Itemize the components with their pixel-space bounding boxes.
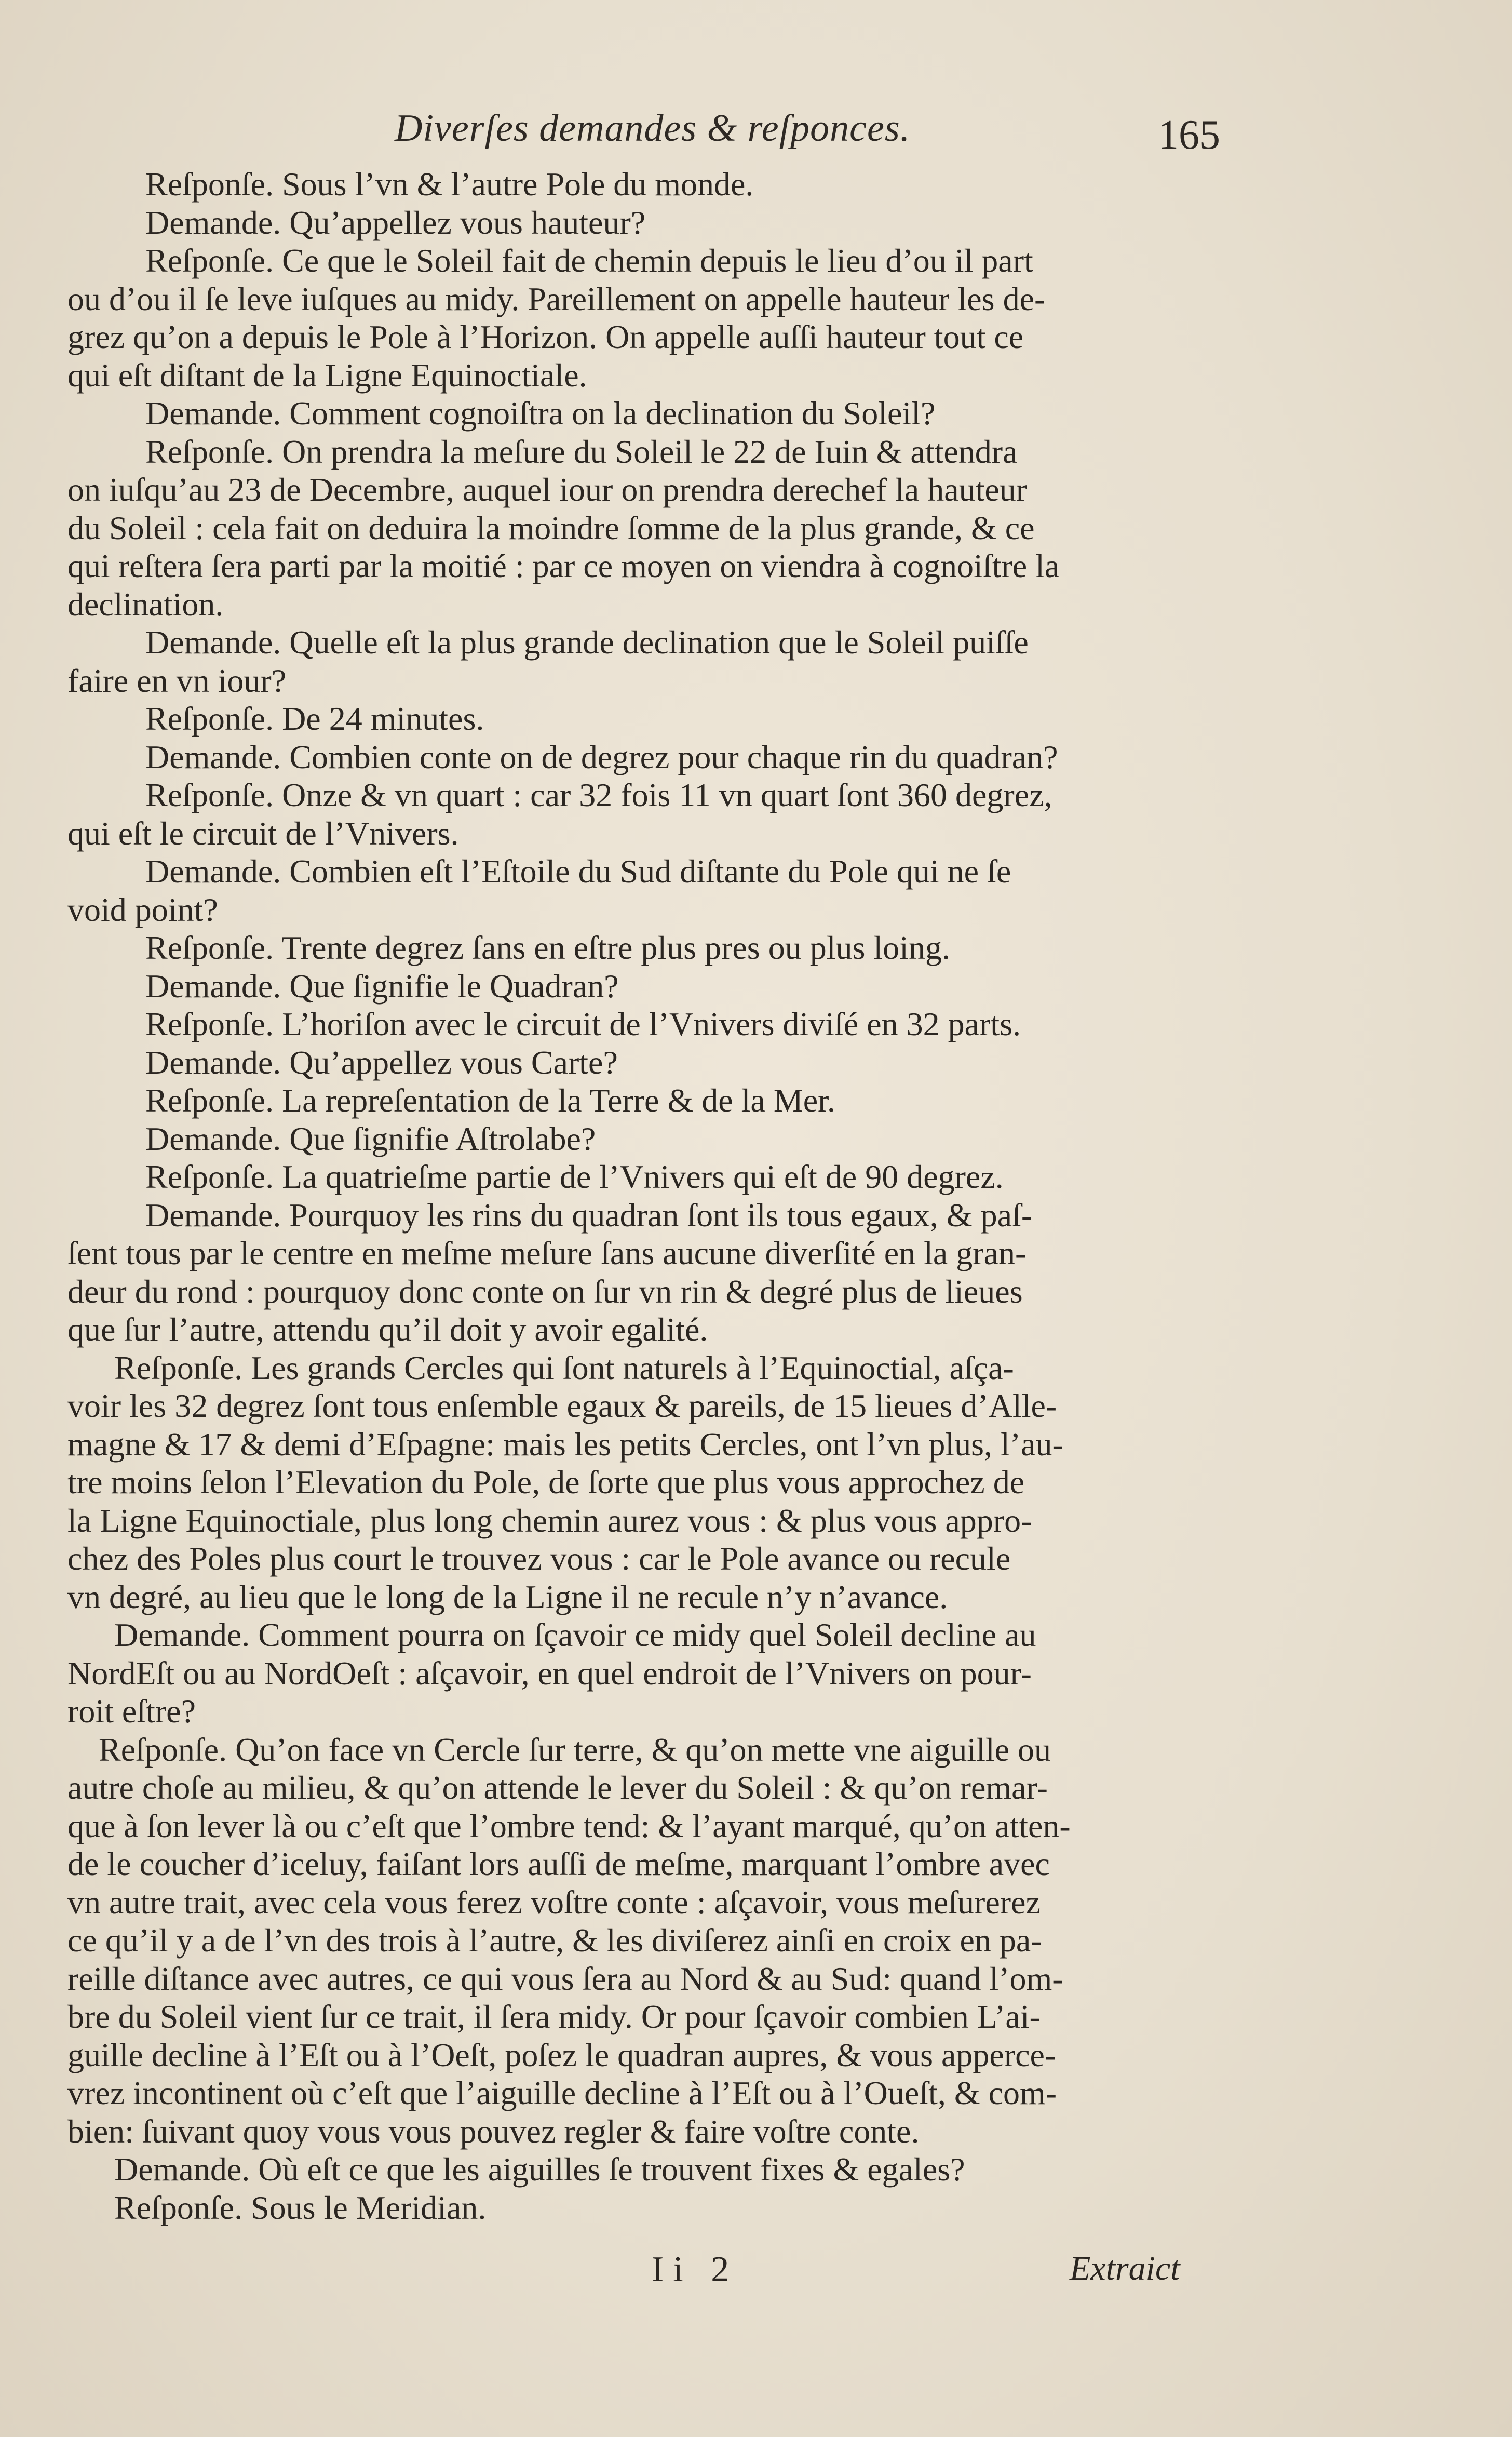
text-line: tre moins ſelon l’Elevation du Pole, de ſorte que plus vous approchez de	[68, 1464, 1025, 1501]
text-line: NordEſt ou au NordOeſt : aſçavoir, en quel endroit de l’Vnivers on pour-	[68, 1654, 1032, 1692]
text-line: Reſponſe. La quatrieſme partie de l’Vnivers qui eſt de 90 degrez.	[145, 1158, 1004, 1195]
text-line: Demande. Combien eſt l’Eſtoile du Sud diſtante du Pole qui ne ſe	[145, 853, 1011, 890]
text-line: Demande. Comment cognoiſtra on la declination du Soleil?	[145, 395, 936, 432]
text-line: bre du Soleil vient ſur ce trait, il ſera midy. Or pour ſçavoir combien L’ai-	[68, 1998, 1041, 2035]
text-line: Reſponſe. Sous le Meridian.	[114, 2189, 487, 2226]
text-line: de le coucher d’iceluy, faiſant lors auſſi de meſme, marquant l’ombre avec	[68, 1845, 1050, 1882]
text-line: vn autre trait, avec cela vous ferez voſtre conte : aſçavoir, vous meſurerez	[68, 1883, 1041, 1921]
text-line: Demande. Que ſignifie le Quadran?	[145, 967, 619, 1005]
text-line: Demande. Comment pourra on ſçavoir ce midy quel Soleil decline au	[114, 1616, 1036, 1653]
text-line: ce qu’il y a de l’vn des trois à l’autre, & les diviſerez ainſi en croix en pa-	[68, 1922, 1042, 1959]
text-line: declination.	[68, 585, 224, 623]
text-line: Reſponſe. L’horiſon avec le circuit de l’Vnivers diviſé en 32 parts.	[145, 1006, 1021, 1042]
text-line: Demande. Quelle eſt la plus grande declination que le Soleil puiſſe	[145, 624, 1029, 661]
text-line: vn degré, au lieu que le long de la Ligne il ne recule n’y n’avance.	[68, 1578, 948, 1615]
text-line: faire en vn iour?	[68, 662, 287, 699]
signature-mark: Ii 2	[652, 2249, 739, 2289]
text-line: Reſponſe. On prendra la meſure du Soleil le 22 de Iuin & attendra	[145, 433, 1018, 470]
text-line: Reſponſe. Sous l’vn & l’autre Pole du monde.	[145, 166, 754, 203]
text-line: que à ſon lever là ou c’eſt que l’ombre tend: & l’ayant marqué, qu’on atten-	[68, 1807, 1071, 1844]
text-line: magne & 17 & demi d’Eſpagne: mais les petits Cercles, ont l’vn plus, l’au-	[68, 1425, 1063, 1463]
text-line: guille decline à l’Eſt ou à l’Oeſt, poſez le quadran aupres, & vous apperce-	[68, 2036, 1056, 2073]
text-line: reille diſtance avec autres, ce qui vous ſera au Nord & au Sud: quand l’om-	[68, 1960, 1063, 1997]
page-footer	[0, 2249, 1512, 2306]
text-line: vrez incontinent où c’eſt que l’aiguille decline à l’Eſt ou à l’Oueſt, & com-	[68, 2074, 1057, 2111]
text-line: grez qu’on a depuis le Pole à l’Horizon. On appelle auſſi hauteur tout ce	[68, 318, 1024, 355]
text-line: Reſponſe. Onze & vn quart : car 32 fois 11 vn quart ſont 360 degrez,	[145, 776, 1052, 813]
text-line: Reſponſe. La repreſentation de la Terre & de la Mer.	[145, 1082, 835, 1119]
text-line: la Ligne Equinoctiale, plus long chemin aurez vous : & plus vous appro-	[68, 1502, 1032, 1539]
text-line: ou d’ou il ſe leve iuſques au midy. Pareillement on appelle hauteur les de-	[68, 280, 1046, 317]
text-line: Demande. Où eſt ce que les aiguilles ſe trouvent fixes & egales?	[114, 2151, 965, 2188]
text-line: qui eſt le circuit de l’Vnivers.	[68, 814, 459, 852]
text-line: que ſur l’autre, attendu qu’il doit y avoir egalité.	[68, 1311, 708, 1348]
text-line: qui eſt diſtant de la Ligne Equinoctiale.	[68, 356, 587, 394]
text-line: Demande. Combien conte on de degrez pour chaque rin du quadran?	[145, 738, 1058, 775]
text-line: Demande. Que ſignifie Aſtrolabe?	[145, 1120, 596, 1157]
running-title: Diverſes demandes & reſponces.	[395, 107, 911, 150]
text-line: Demande. Pourquoy les rins du quadran ſont ils tous egaux, & paſ-	[145, 1196, 1033, 1234]
page-header	[0, 106, 1512, 164]
text-line: Reſponſe. Les grands Cercles qui ſont naturels à l’Equinoctial, aſça-	[114, 1349, 1014, 1386]
text-line: Reſponſe. Trente degrez ſans en eſtre plus pres ou plus loing.	[145, 929, 950, 966]
text-line: void point?	[68, 891, 218, 928]
text-line: Demande. Qu’appellez vous hauteur?	[145, 204, 646, 241]
text-line: du Soleil : cela fait on deduira la moindre ſomme de la plus grande, & ce	[68, 509, 1035, 546]
text-line: autre choſe au milieu, & qu’on attende le lever du Soleil : & qu’on remar-	[68, 1769, 1048, 1806]
text-line: Reſponſe. Ce que le Soleil fait de chemin depuis le lieu d’ou il part	[145, 242, 1033, 279]
text-line: voir les 32 degrez ſont tous enſemble egaux & pareils, de 15 lieues d’Alle-	[68, 1387, 1057, 1424]
text-line: on iuſqu’au 23 de Decembre, auquel iour on prendra derechef la hauteur	[68, 471, 1028, 508]
text-line: qui reſtera ſera parti par la moitié : par ce moyen on viendra à cognoiſtre la	[68, 547, 1060, 584]
text-line: Demande. Qu’appellez vous Carte?	[145, 1043, 618, 1081]
text-line: deur du rond : pourquoy donc conte on ſur vn rin & degré plus de lieues	[68, 1273, 1023, 1310]
text-line: Reſponſe. De 24 minutes.	[145, 700, 484, 737]
text-line: chez des Poles plus court le trouvez vous : car le Pole avance ou recule	[68, 1540, 1011, 1577]
text-line: bien: ſuivant quoy vous vous pouvez regler & faire voſtre conte.	[68, 2112, 920, 2150]
body-text	[68, 165, 1210, 2227]
text-line: roit eſtre?	[68, 1693, 196, 1730]
page-number: 165	[1158, 112, 1220, 158]
text-line: ſent tous par le centre en meſme meſure ſans aucune diverſité en la gran-	[68, 1235, 1027, 1271]
catchword: Extraict	[1070, 2249, 1180, 2287]
text-line: Reſponſe. Qu’on face vn Cercle ſur terre, & qu’on mette vne aiguille ou	[99, 1731, 1051, 1768]
